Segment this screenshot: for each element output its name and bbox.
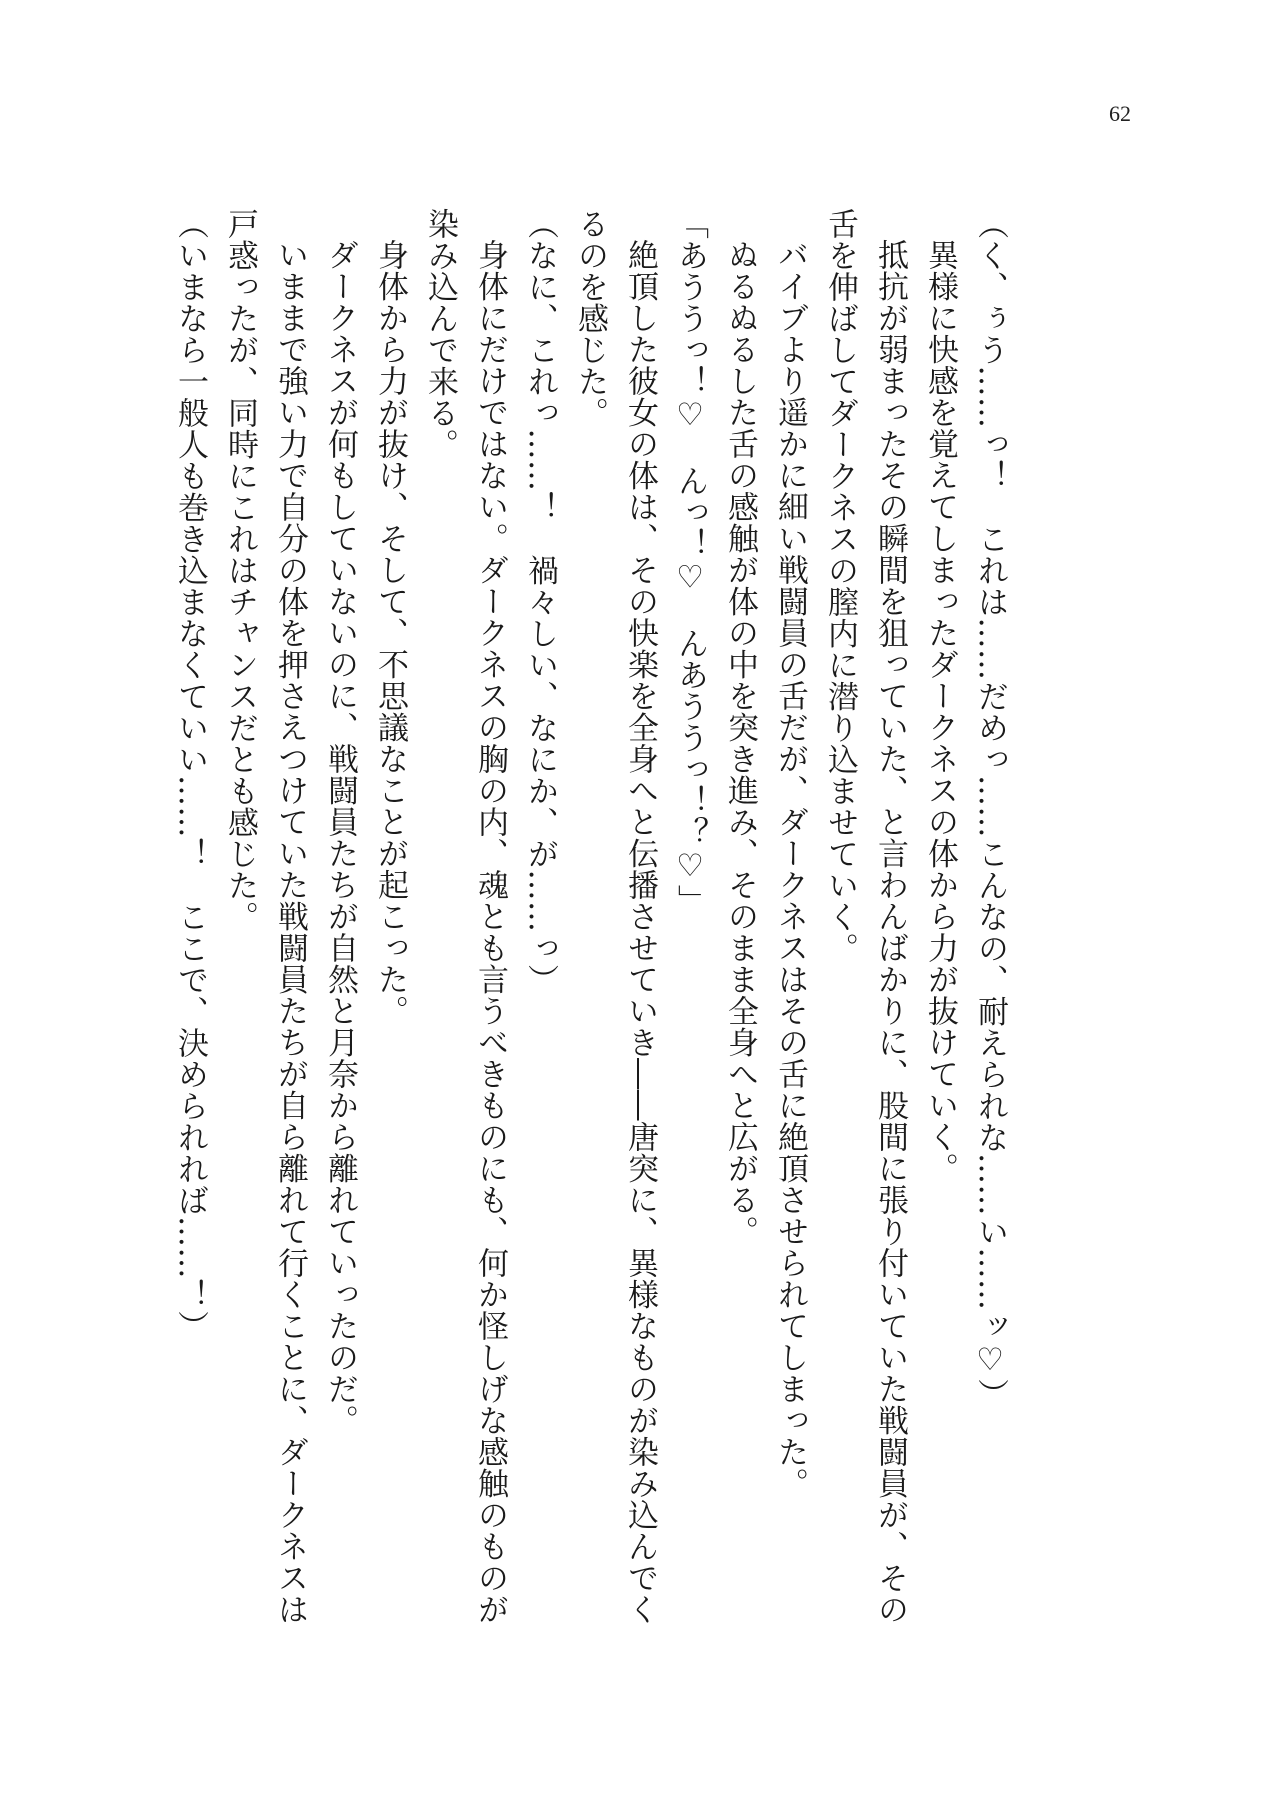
paragraph: 身体から力が抜け、そして、不思議なことが起こった。 — [372, 239, 408, 1027]
page-number: 62 — [1109, 101, 1131, 126]
paragraph: （なに、これっ……！ 禍々しい、なにか、が……っ） — [522, 208, 558, 996]
vertical-text-body — [15, 208, 1015, 1648]
paragraph: 「あううっ！♡ んっ！♡ んあううっ！？♡」 — [672, 208, 708, 916]
paragraph: 異様に快感を覚えてしまったダークネスの体から力が抜けていく。 — [922, 239, 958, 1184]
paragraph: 絶頂した彼女の体は、その快楽を全身へと伝播させていき――唐突に、異様なものが染み込んでくるのを感じた。 — [572, 208, 658, 1625]
paragraph: ぬるぬるした舌の感触が体の中を突き進み、そのまま全身へと広がる。 — [722, 239, 758, 1247]
paragraph: いままで強い力で自分の体を押さえつけていた戦闘員たちが自ら離れて行くことに、ダークネスは戸惑ったが、同時にこれはチャンスだとも感じた。 — [222, 208, 308, 1625]
paragraph: （いまなら一般人も巻き込まなくていい……！ ここで、決められれば……！） — [172, 208, 208, 1342]
paragraph: バイブより遥かに細い戦闘員の舌だが、ダークネスはその舌に絶頂させられてしまった。 — [772, 239, 808, 1499]
paragraph: 身体にだけではない。ダークネスの胸の内、魂とも言うべきものにも、何か怪しげな感触のものが染み込んで来る。 — [422, 208, 508, 1625]
paragraph: ダークネスが何もしていないのに、戦闘員たちが自然と月奈から離れていったのだ。 — [322, 239, 358, 1436]
paragraph: 抵抗が弱まったその瞬間を狙っていた、と言わんばかりに、股間に張り付いていた戦闘員が、その舌を伸ばしてダークネスの膣内に潜り込ませていく。 — [822, 208, 908, 1625]
paragraph: （く、ぅう……っ！ これは……だめっ……こんなの、耐えられな……い……ッ♡） — [972, 208, 1008, 1410]
